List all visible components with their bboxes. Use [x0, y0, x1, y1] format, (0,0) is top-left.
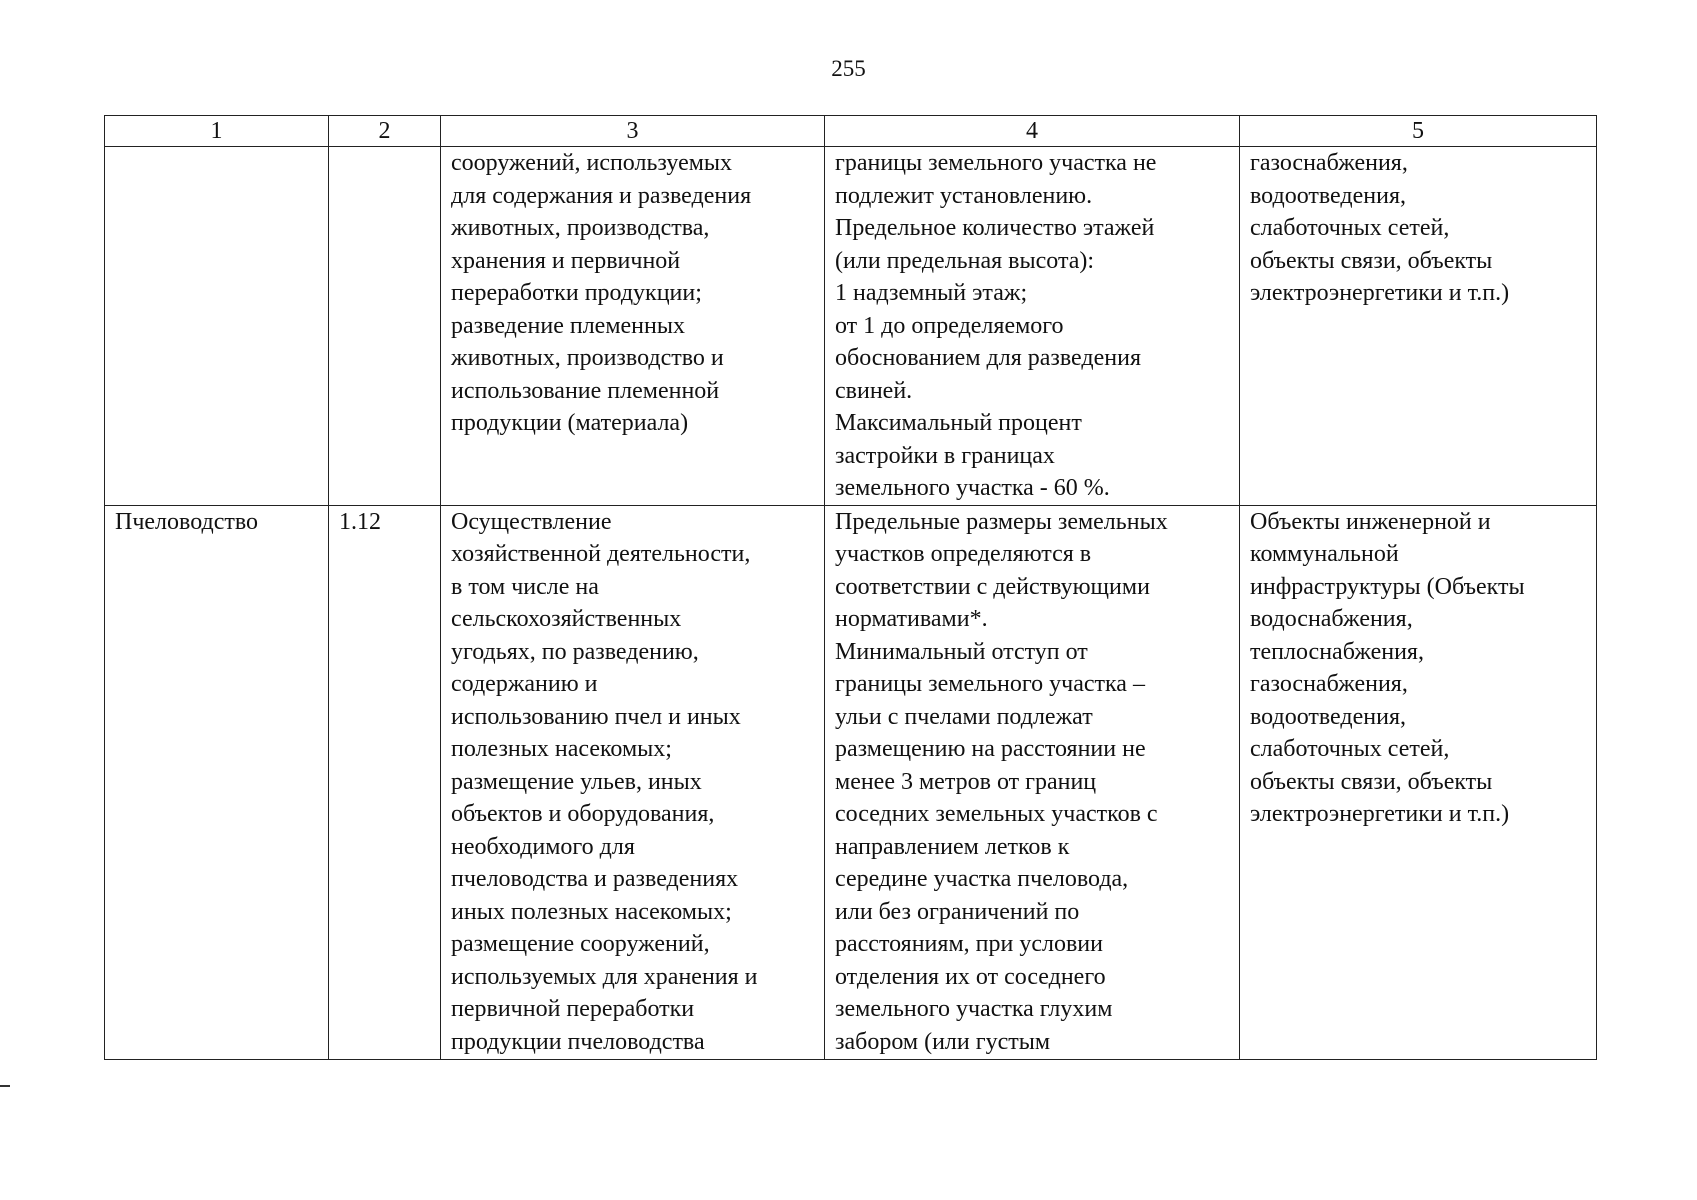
page-number: 255	[831, 56, 866, 81]
table-header-row	[105, 116, 1597, 147]
cell-parameters: Предельные размеры земельных участков определяются в соответствии с действующими нормативами*. Минимальный отступ от границы земельного участка – ульи с пчелами подлежат размещению на расстоянии не менее 3 метров от границ соседних земельных участков с направлением летков к середине участка пчеловода, или без ограничений по расстояниям, при условии отделения их от соседнего земельного участка глухим забором (или густым	[825, 505, 1240, 1059]
column-header: 1	[105, 116, 329, 147]
table-row	[105, 505, 1597, 1059]
column-header: 3	[441, 116, 825, 147]
cell-description: Осуществление хозяйственной деятельности, в том числе на сельскохозяйственных угодьях, по разведению, содержанию и использованию пчел и иных полезных насекомых; размещение ульев, иных объектов и оборудования, необходимого для пчеловодства и разведениях иных полезных насекомых; размещение сооружений, используемых для хранения и первичной переработки продукции пчеловодства	[441, 505, 825, 1059]
cell-code: 1.12	[329, 505, 441, 1059]
cell-auxiliary-uses: Объекты инженерной и коммунальной инфраструктуры (Объекты водоснабжения, теплоснабжения, газоснабжения, водоотведения, слаботочных сетей, объекты связи, объекты электроэнергетики и т.п.)	[1240, 505, 1597, 1059]
cell-parameters: границы земельного участка не подлежит установлению. Предельное количество этажей (или предельная высота): 1 надземный этаж; от 1 до определяемого обоснованием для разведения свиней. Максимальный процент застройки в границах земельного участка - 60 %.	[825, 147, 1240, 506]
cell-use-name: Пчеловодство	[105, 505, 329, 1059]
cell-auxiliary-uses: газоснабжения, водоотведения, слаботочных сетей, объекты связи, объекты электроэнергетики и т.п.)	[1240, 147, 1597, 506]
table-row	[105, 147, 1597, 506]
cell-description: сооружений, используемых для содержания и разведения животных, производства, хранения и первичной переработки продукции; разведение племенных животных, производство и использование племенной продукции (материала)	[441, 147, 825, 506]
cell-code	[329, 147, 441, 506]
column-header: 2	[329, 116, 441, 147]
scan-margin-mark	[0, 1085, 10, 1087]
column-header: 4	[825, 116, 1240, 147]
cell-use-name	[105, 147, 329, 506]
column-header: 5	[1240, 116, 1597, 147]
zoning-table	[104, 115, 1597, 1060]
